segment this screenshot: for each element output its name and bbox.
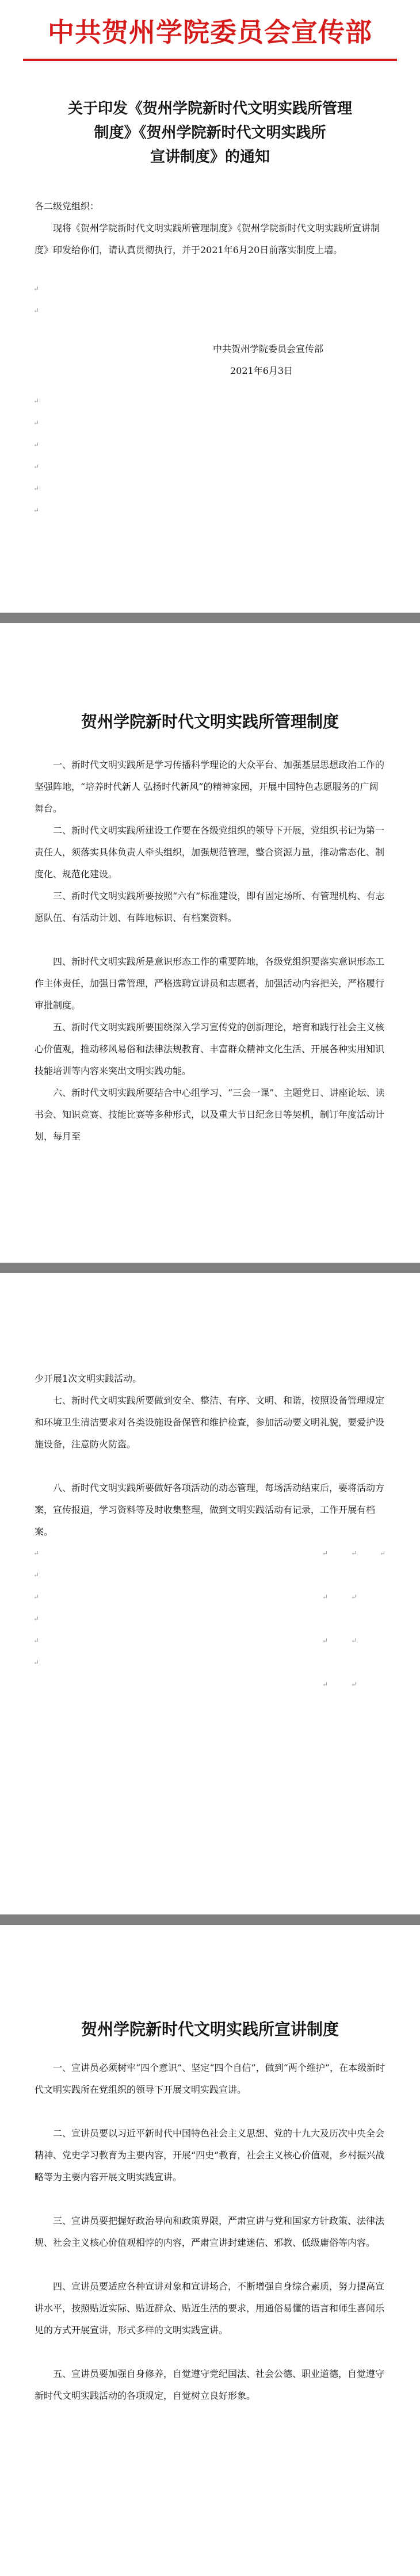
paragraph-mark: ↵ (33, 1571, 40, 1579)
paragraph-mark: ↵ (351, 1593, 357, 1601)
paragraph-mark: ↵ (33, 1637, 40, 1645)
mgmt-para-2: 二、新时代文明实践所建设工作要在各级党组织的领导下开展，党组织书记为第一责任人，须落实具体负责人牵头组织，加强规范管理，整合资源力量，推动常态化、制度化、规范化建设。 (35, 825, 385, 880)
mgmt-title: 贺州学院新时代文明实践所管理制度 (81, 712, 339, 731)
paragraph-mark: ↵ (322, 1637, 329, 1645)
paragraph-mark: ↵ (33, 397, 40, 405)
paragraph-mark: ↵ (33, 441, 40, 449)
letterhead-red-line (23, 59, 397, 61)
paragraph-mark: ↵ (33, 506, 40, 514)
mgmt-para-8: 八、新时代文明实践所要做好各项活动的动态管理，每场活动结束后，要将活动方案，宣传报道，学习资料等及时收集整理，做到文明实践活动有记录，工作开展有档案。 (35, 1482, 385, 1537)
lecture-para-1: 一、宣讲员必须树牢“四个意识”、坚定“四个自信”，做到“两个维护”，在本级新时代文明实践所在党组织的领导下开展文明实践宣讲。 (35, 2062, 385, 2095)
paragraph-mark: ↵ (322, 1680, 329, 1688)
paragraph-mark: ↵ (380, 1549, 386, 1557)
lecture-para-4: 四、宣讲员要适应各种宣讲对象和宣讲场合，不断增强自身综合素质，努力提高宣讲水平，按照贴近实际、贴近群众、贴近生活的要求，用通俗易懂的语言和师生喜闻乐见的方式开展宣讲，形式多样的文明实践宣讲。 (35, 2281, 385, 2336)
paragraph-mark: ↵ (33, 484, 40, 492)
paragraph-mark: ↵ (351, 1637, 357, 1645)
lecture-para-5: 五、宣讲员要加强自身修养，自觉遵守党纪国法、社会公德、职业道德，自觉遵守新时代文明实践活动的各项规定，自觉树立良好形象。 (35, 2368, 385, 2401)
paragraph-mark: ↵ (33, 1549, 40, 1557)
mgmt-para-6: 六、新时代文明实践所要结合中心组学习、“三会一课”、主题党日、讲座论坛、读书会、知识竞赛、技能比赛等多种形式，以及重大节日纪念日等契机，制订年度活动计划，每月至 (35, 1087, 385, 1142)
paragraph-mark: ↵ (351, 1549, 357, 1557)
page-1 (0, 0, 420, 613)
page-3 (0, 1273, 420, 1914)
signature-date: 2021年6月3日 (230, 365, 293, 376)
lecture-para-3: 三、宣讲员要把握好政治导向和政策界限，严肃宣讲与党和国家方针政策、法律法规、社会主义核心价值观相悖的内容，严肃宣讲封建迷信、邪教、低级庸俗等内容。 (35, 2215, 385, 2248)
mgmt-para-1: 一、新时代文明实践所是学习传播科学理论的大众平台、加强基层思想政治工作的坚强阵地，“培养时代新人 弘扬时代新风”的精神家园，开展中国特色志愿服务的广阔舞台。 (35, 759, 385, 814)
paragraph-mark: ↵ (322, 1593, 329, 1601)
mgmt-para-5: 五、新时代文明实践所要围绕深入学习宣传党的创新理论，培育和践行社会主义核心价值观，推动移风易俗和法律法规教育、丰富群众精神文化生活、开展各种实用知识技能培训等内容来突出文明实践功能。 (35, 1022, 385, 1076)
page-2 (0, 623, 420, 1263)
paragraph-mark: ↵ (351, 1680, 357, 1688)
mgmt-para-6-continued: 少开展1次文明实践活动。 (35, 1373, 142, 1384)
lecture-para-2: 二、宣讲员要以习近平新时代中国特色社会主义思想、党的十九大及历次中央全会精神、党史学习教育为主要内容，开展“四史”教育，社会主义核心价值观，乡村振兴战略等为主要内容开展文明实践宣讲。 (35, 2128, 385, 2183)
paragraph-mark: ↵ (33, 1658, 40, 1667)
paragraph-mark: ↵ (33, 463, 40, 471)
paragraph-mark: ↵ (33, 1593, 40, 1601)
letterhead-banner: 中共贺州学院委员会宣传部 (48, 17, 372, 48)
notice-title-line-3: 宣讲制度》的通知 (150, 148, 270, 166)
notice-salutation: 各二级党组织： (35, 201, 100, 212)
paragraph-mark: ↵ (33, 1615, 40, 1623)
mgmt-para-4: 四、新时代文明实践所是意识形态工作的重要阵地，各级党组织要落实意识形态工作主体责任，加强日常管理，严格选聘宣讲员和志愿者，加强活动内容把关，严格履行审批制度。 (35, 956, 385, 1011)
mgmt-para-3: 三、新时代文明实践所要按照“六有”标准建设，即有固定场所、有管理机构、有志愿队伍、有活动计划、有阵地标识、有档案资料。 (35, 890, 385, 923)
lecture-title: 贺州学院新时代文明实践所宣讲制度 (81, 2020, 339, 2039)
notice-title-line-2: 制度》《贺州学院新时代文明实践所 (94, 124, 326, 142)
mgmt-para-7: 七、新时代文明实践所要做到安全、整洁、有序、文明、和谐，按照设备管理规定和环境卫生清洁要求对各类设施设备保管和维护检查，参加活动要文明礼貌，要爱护设施设备，注意防火防盗。 (35, 1395, 385, 1450)
page-4 (0, 1925, 420, 2576)
paragraph-mark: ↵ (322, 1549, 329, 1557)
notice-body: 现将《贺州学院新时代文明实践所管理制度》《贺州学院新时代文明实践所宣讲制度》印发给你们，请认真贯彻执行，并于2021年6月20日前落实制度上墙。 (35, 223, 380, 255)
paragraph-mark: ↵ (33, 285, 40, 293)
paragraph-mark: ↵ (33, 419, 40, 427)
paragraph-mark: ↵ (33, 307, 40, 315)
notice-title-line-1: 关于印发《贺州学院新时代文明实践所管理 (67, 100, 352, 117)
signature-org: 中共贺州学院委员会宣传部 (213, 343, 324, 354)
